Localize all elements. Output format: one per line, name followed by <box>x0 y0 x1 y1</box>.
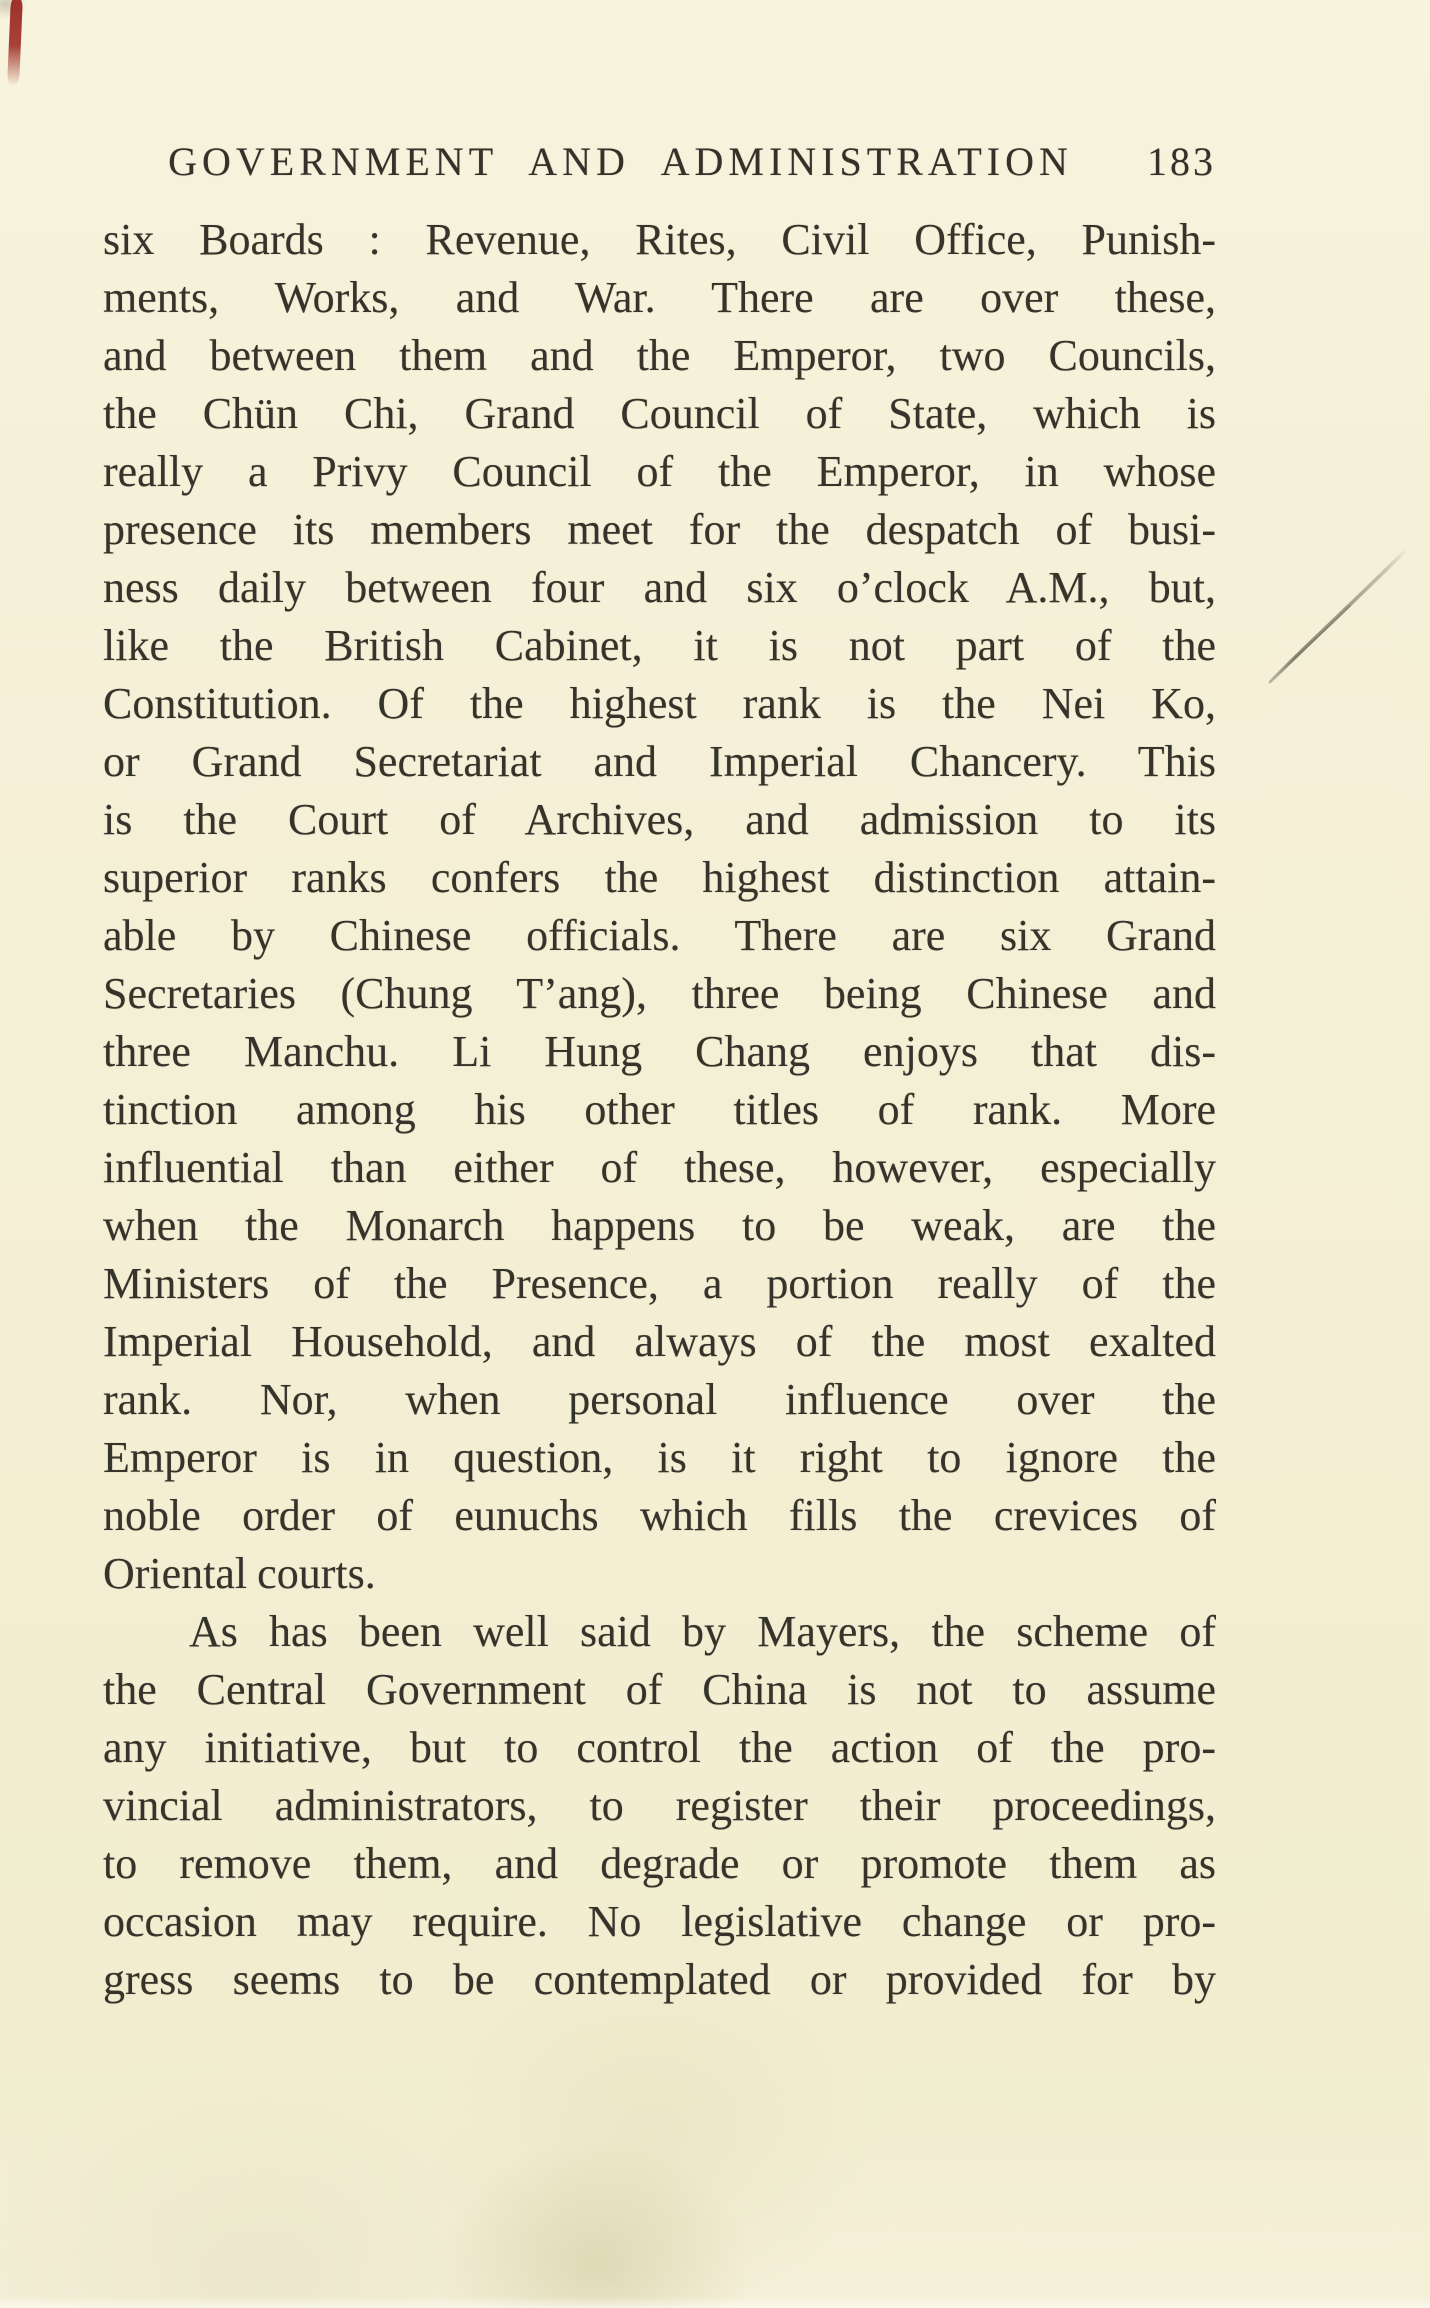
text-line: rank. Nor, when personal influence over the <box>103 1375 1216 1424</box>
text-line: ments, Works, and War. There are over these, <box>103 273 1216 322</box>
paragraph <box>103 211 1216 1603</box>
text-line: gress seems to be contemplated or provided for by <box>103 1955 1216 2004</box>
pencil-scratch-mark <box>1240 520 1430 710</box>
text-line: like the British Cabinet, it is not part of the <box>103 621 1216 670</box>
page-header <box>103 138 1216 188</box>
text-line: presence its members meet for the despatch of busi- <box>103 505 1216 554</box>
paragraph <box>103 1603 1216 2009</box>
text-line: ness daily between four and six o’clock A.M., but, <box>103 563 1216 612</box>
text-line: Oriental courts. <box>103 1549 376 1598</box>
text-line: As has been well said by Mayers, the scheme of <box>189 1607 1216 1656</box>
text-line: vincial administrators, to register their proceedings, <box>103 1781 1216 1830</box>
text-line: is the Court of Archives, and admission to its <box>103 795 1216 844</box>
red-pen-mark <box>7 0 23 86</box>
text-line: noble order of eunuchs which fills the crevices of <box>103 1491 1216 1540</box>
text-line: when the Monarch happens to be weak, are the <box>103 1201 1216 1250</box>
body-text <box>103 211 1216 2009</box>
text-line: Secretaries (Chung T’ang), three being Chinese and <box>103 969 1216 1018</box>
text-line: superior ranks confers the highest distinction attain- <box>103 853 1216 902</box>
text-line: six Boards : Revenue, Rites, Civil Office, Punish- <box>103 215 1216 264</box>
text-line: Imperial Household, and always of the most exalted <box>103 1317 1216 1366</box>
text-line: occasion may require. No legislative change or pro- <box>103 1897 1216 1946</box>
text-line: really a Privy Council of the Emperor, in whose <box>103 447 1216 496</box>
text-line: the Central Government of China is not to assume <box>103 1665 1216 1714</box>
running-head-title: GOVERNMENT AND ADMINISTRATION <box>168 139 1073 184</box>
text-line: the Chün Chi, Grand Council of State, which is <box>103 389 1216 438</box>
text-line: three Manchu. Li Hung Chang enjoys that dis- <box>103 1027 1216 1076</box>
page-bottom-edge <box>0 2296 1430 2308</box>
page-number: 183 <box>1147 139 1216 184</box>
text-line: and between them and the Emperor, two Councils, <box>103 331 1216 380</box>
text-line: able by Chinese officials. There are six Grand <box>103 911 1216 960</box>
text-line: influential than either of these, however, especially <box>103 1143 1216 1192</box>
text-line: to remove them, and degrade or promote them as <box>103 1839 1216 1888</box>
text-line: tinction among his other titles of rank. More <box>103 1085 1216 1134</box>
text-line: or Grand Secretariat and Imperial Chancery. This <box>103 737 1216 786</box>
text-line: any initiative, but to control the action of the pro- <box>103 1723 1216 1772</box>
text-line: Ministers of the Presence, a portion really of the <box>103 1259 1216 1308</box>
text-line: Constitution. Of the highest rank is the Nei Ko, <box>103 679 1216 728</box>
text-line: Emperor is in question, is it right to ignore the <box>103 1433 1216 1482</box>
